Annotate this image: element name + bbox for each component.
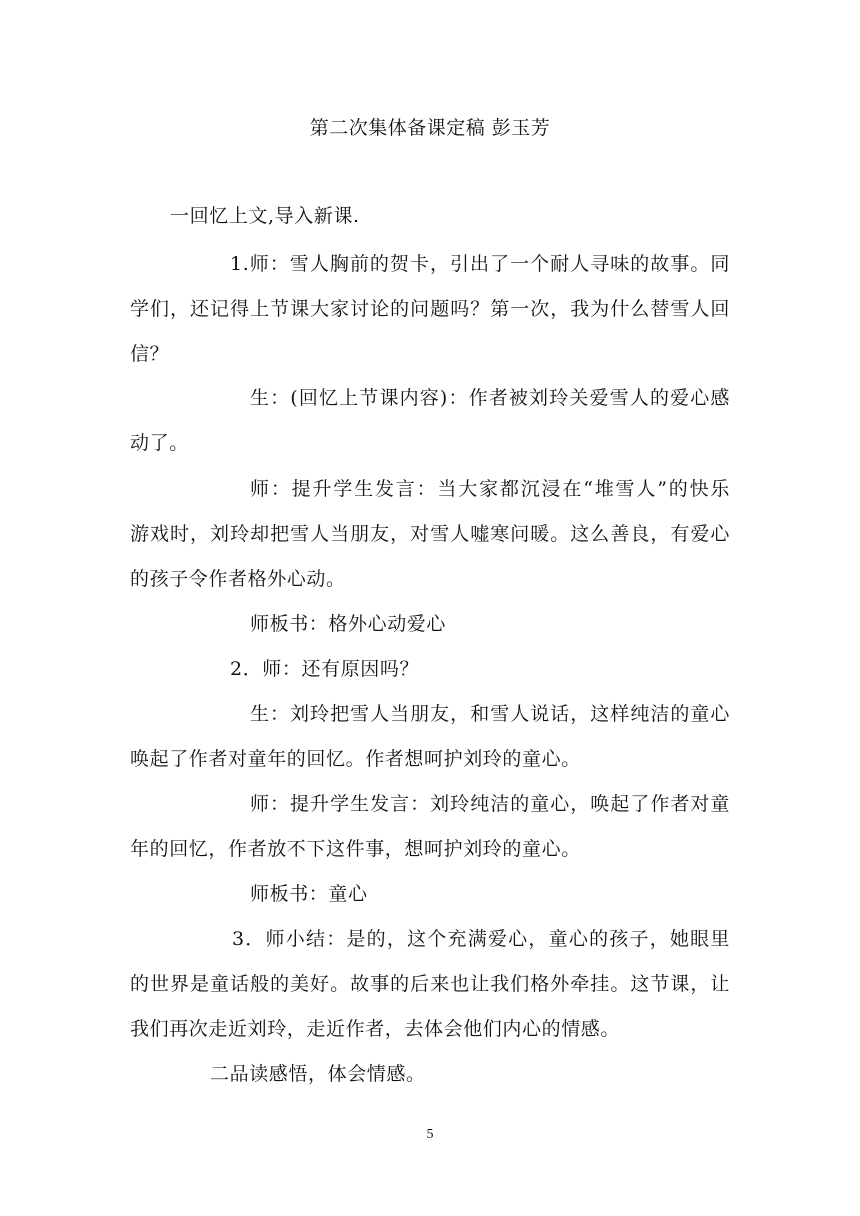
paragraph-line: 年的回忆，作者放不下这件事，想呵护刘玲的童心。 <box>130 838 581 860</box>
paragraph-line: 的世界是童话般的美好。故事的后来也让我们格外牵挂。这节课，让 <box>130 973 730 995</box>
paragraph-line: 师：提升学生发言：刘玲纯洁的童心，唤起了作者对童 <box>250 793 730 815</box>
paragraph-line: 生：刘玲把雪人当朋友，和雪人说话，这样纯洁的童心 <box>250 703 730 725</box>
document-title: 第二次集体备课定稿 彭玉芳 <box>309 117 551 139</box>
paragraph-line: 1.师：雪人胸前的贺卡，引出了一个耐人寻味的故事。同 <box>230 253 730 275</box>
paragraph-line: 游戏时，刘玲却把雪人当朋友，对雪人嘘寒问暖。这么善良，有爱心 <box>130 523 730 545</box>
board-note: 师板书：格外心动爱心 <box>250 613 447 635</box>
page-number: 5 <box>426 1127 434 1142</box>
section-heading-2: 二品读感悟，体会情感。 <box>210 1063 426 1085</box>
paragraph-line: 我们再次走近刘玲，走近作者，去体会他们内心的情感。 <box>130 1018 621 1040</box>
paragraph-line: 学们，还记得上节课大家讨论的问题吗？第一次，我为什么替雪人回 <box>130 298 730 320</box>
paragraph-line: 动了。 <box>130 432 189 454</box>
paragraph-line: 3．师小结：是的，这个充满爱心，童心的孩子，她眼里 <box>232 928 730 950</box>
paragraph-line: 2．师：还有原因吗？ <box>230 658 420 680</box>
paragraph-line: 信？ <box>130 343 170 365</box>
section-heading-1: 一回忆上文,导入新课. <box>170 205 360 227</box>
paragraph-line: 生：(回忆上节课内容)：作者被刘玲关爱雪人的爱心感 <box>250 387 730 409</box>
paragraph-line: 唤起了作者对童年的回忆。作者想呵护刘玲的童心。 <box>130 748 581 770</box>
paragraph-line: 师：提升学生发言：当大家都沉浸在“堆雪人”的快乐 <box>250 478 730 500</box>
paragraph-line: 的孩子令作者格外心动。 <box>130 568 346 590</box>
board-note: 师板书：童心 <box>250 883 368 905</box>
